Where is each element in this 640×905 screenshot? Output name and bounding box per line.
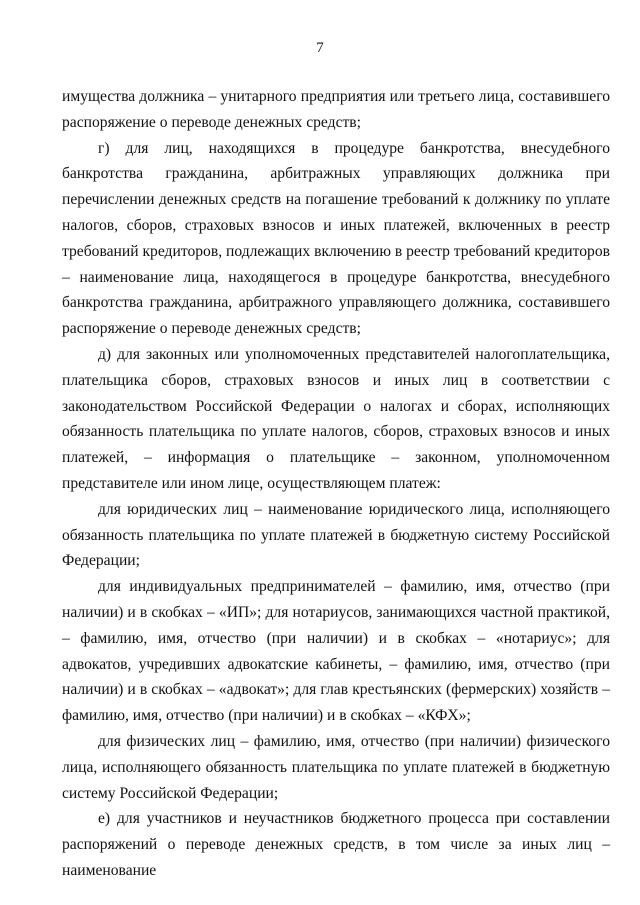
paragraph-item-g: г) для лиц, находящихся в процедуре банкротства, внесудебного банкротства гражданина, арбитражных управляющих должника при перечислении денежных средств на погашение требований к должнику по уплате налогов, сборов, страховых взносов и иных платежей, включенных в реестр требований кредиторов, подлежащих включению в реестр требований кредиторов – наименование лица, находящегося в процедуре банкротства, внесудебного банкротства гражданина, арбитражного управляющего должника, составившего распоряжение о переводе денежных средств; [62,139,610,338]
paragraph-individuals: для физических лиц – фамилию, имя, отчество (при наличии) физического лица, исполняющего обязанность плательщика по уплате платежей в бюджетную систему Российской Федерации; [62,732,610,802]
paragraph-individual-entrepreneurs: для индивидуальных предпринимателей – фамилию, имя, отчество (при наличии) и в скобках – «ИП»; для нотариусов, занимающихся частной практикой, – фамилию, имя, отчество (при наличии) и в скобках – «нотариус»; для адвокатов, учредивших адвокатские кабинеты, – фамилию, имя, отчество (при наличии) и в скобках – «адвокат»; для глав крестьянских (фермерских) хозяйств – фамилию, имя, отчество (при наличии) и в скобках – «КФХ»; [62,578,610,725]
document-body [62,84,610,884]
page-number: 7 [316,40,324,56]
paragraph-continuation: имущества должника – унитарного предприятия или третьего лица, составившего распоряжение о переводе денежных средств; [62,88,610,131]
paragraph-item-d: д) для законных или уполномоченных представителей налогоплательщика, плательщика сборов, страховых взносов и иных лиц в соответствии с законодательством Российской Федерации о налогах и сборах, исполняющих обязанность плательщика по уплате налогов, сборов, страховых взносов и иных платежей, – информация о плательщике – законном, уполномоченном представителе или ином лице, осуществляющем платеж: [62,345,610,492]
paragraph-item-e: е) для участников и неучастников бюджетного процесса при составлении распоряжений о переводе денежных средств, в том числе за иных лиц – наименование [62,810,610,879]
paragraph-legal-entities: для юридических лиц – наименование юридического лица, исполняющего обязанность плательщика по уплате платежей в бюджетную систему Российской Федерации; [62,500,610,570]
